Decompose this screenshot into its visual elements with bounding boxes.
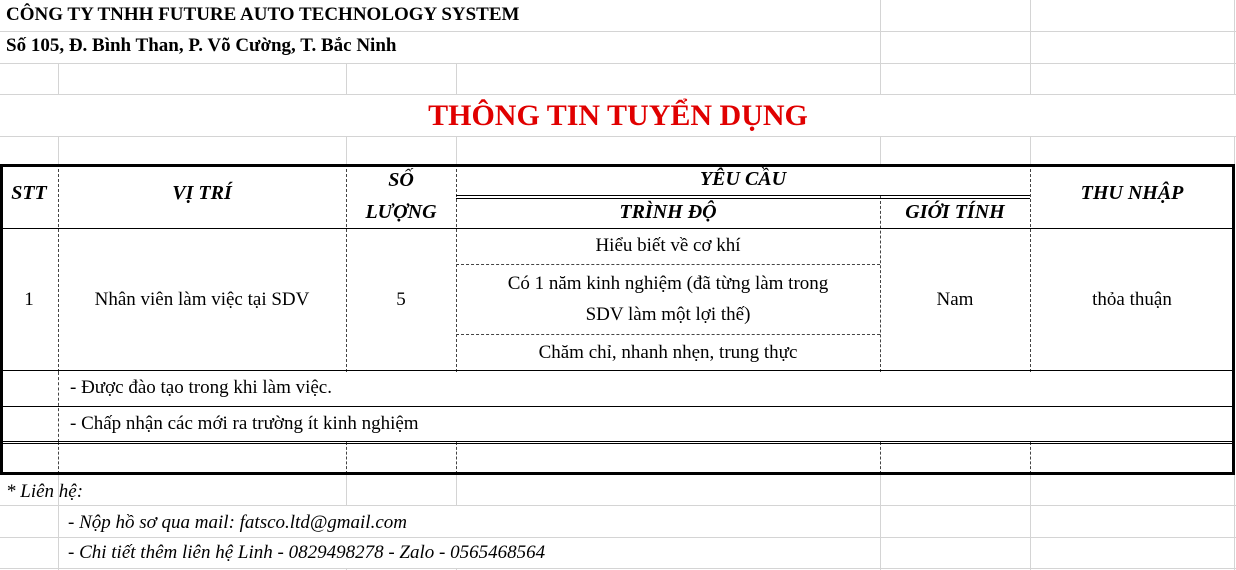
row-level-3: Chăm chỉ, nhanh nhẹn, trung thực [538, 342, 798, 363]
gridline [0, 136, 1236, 137]
header-position: VỊ TRÍ [172, 182, 232, 204]
row-level-1: Hiểu biết về cơ khí [595, 235, 741, 256]
page-title: THÔNG TIN TUYỂN DỤNG [428, 99, 808, 132]
contact-mail: - Nộp hồ sơ qua mail: fatsco.ltd@gmail.com [68, 512, 407, 533]
row-gender: Nam [936, 289, 974, 310]
note-training: - Được đào tạo trong khi làm việc. [70, 377, 332, 398]
header-income: THU NHẬP [1080, 182, 1184, 204]
header-quantity-line1: SỐ [388, 169, 414, 191]
row-position: Nhân viên làm việc tại SDV [94, 289, 310, 310]
header-quantity-line2: LƯỢNG [365, 201, 437, 223]
company-name: CÔNG TY TNHH FUTURE AUTO TECHNOLOGY SYSTEM [6, 4, 520, 25]
contact-label: * Liên hệ: [6, 481, 84, 502]
header-stt: STT [11, 182, 47, 204]
contact-phone: - Chi tiết thêm liên hệ Linh - 0829498278 - Zalo - 0565468564 [68, 542, 546, 563]
header-level: TRÌNH ĐỘ [619, 201, 717, 223]
row-level-2a: Có 1 năm kinh nghiệm (đã từng làm trong [507, 273, 829, 294]
row-stt: 1 [24, 289, 34, 310]
header-requirements: YÊU CẦU [699, 168, 787, 190]
header-gender: GIỚI TÍNH [905, 201, 1005, 223]
company-address: Số 105, Đ. Bình Than, P. Võ Cường, T. Bắc Ninh [6, 35, 397, 56]
note-fresh-graduates: - Chấp nhận các mới ra trường ít kinh nghiệm [70, 413, 419, 434]
row-income: thỏa thuận [1092, 289, 1172, 310]
row-quantity: 5 [396, 289, 406, 310]
gridline [0, 568, 1236, 569]
gridline [0, 63, 1236, 64]
row-level-2b: SDV làm một lợi thế) [585, 304, 751, 325]
